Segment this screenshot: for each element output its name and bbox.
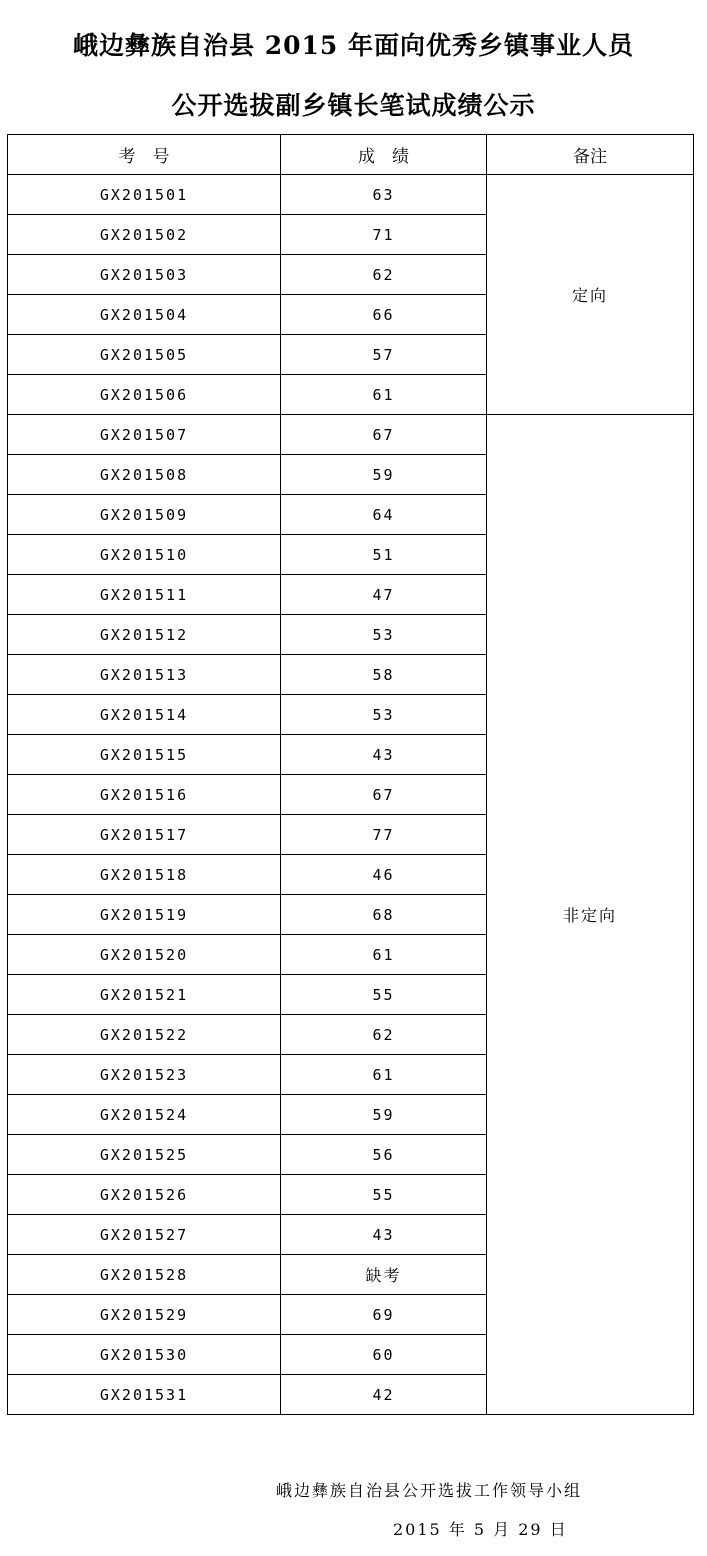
score-table	[7, 134, 694, 1415]
score-cell: 67	[281, 775, 487, 815]
exam-number-cell: GX201512	[8, 615, 281, 655]
exam-number-cell: GX201528	[8, 1255, 281, 1295]
exam-number-cell: GX201511	[8, 575, 281, 615]
document-title-line2: 公开选拔副乡镇长笔试成绩公示	[171, 91, 536, 120]
exam-number-cell: GX201522	[8, 1015, 281, 1055]
exam-number-cell: GX201531	[8, 1375, 281, 1415]
table-row	[8, 415, 694, 455]
exam-number-cell: GX201524	[8, 1095, 281, 1135]
score-cell: 58	[281, 655, 487, 695]
exam-number-cell: GX201510	[8, 535, 281, 575]
score-cell: 71	[281, 215, 487, 255]
score-cell: 55	[281, 975, 487, 1015]
score-cell: 43	[281, 735, 487, 775]
header-exam-number: 考 号	[8, 135, 281, 175]
score-cell: 61	[281, 935, 487, 975]
exam-number-cell: GX201525	[8, 1135, 281, 1175]
exam-number-cell: GX201527	[8, 1215, 281, 1255]
score-cell: 62	[281, 255, 487, 295]
exam-number-cell: GX201507	[8, 415, 281, 455]
score-cell: 61	[281, 375, 487, 415]
score-cell: 68	[281, 895, 487, 935]
score-cell: 43	[281, 1215, 487, 1255]
score-cell: 53	[281, 695, 487, 735]
score-cell: 63	[281, 175, 487, 215]
exam-number-cell: GX201514	[8, 695, 281, 735]
score-cell: 77	[281, 815, 487, 855]
exam-number-cell: GX201516	[8, 775, 281, 815]
exam-number-cell: GX201519	[8, 895, 281, 935]
exam-number-cell: GX201515	[8, 735, 281, 775]
exam-number-cell: GX201518	[8, 855, 281, 895]
exam-number-cell: GX201530	[8, 1335, 281, 1375]
score-cell: 60	[281, 1335, 487, 1375]
score-cell: 57	[281, 335, 487, 375]
exam-number-cell: GX201529	[8, 1295, 281, 1335]
document-title-line1: 峨边彝族自治县 2015 年面向优秀乡镇事业人员	[73, 31, 634, 60]
exam-number-cell: GX201521	[8, 975, 281, 1015]
exam-number-cell: GX201526	[8, 1175, 281, 1215]
footer-date: 2015 年 5 月 29 日	[393, 1520, 568, 1539]
score-cell: 64	[281, 495, 487, 535]
exam-number-cell: GX201501	[8, 175, 281, 215]
exam-number-cell: GX201520	[8, 935, 281, 975]
exam-number-cell: GX201509	[8, 495, 281, 535]
score-cell: 55	[281, 1175, 487, 1215]
score-cell: 62	[281, 1015, 487, 1055]
score-cell: 67	[281, 415, 487, 455]
exam-number-cell: GX201513	[8, 655, 281, 695]
header-remark: 备注	[487, 135, 694, 175]
score-cell: 46	[281, 855, 487, 895]
exam-number-cell: GX201506	[8, 375, 281, 415]
score-cell: 42	[281, 1375, 487, 1415]
exam-number-cell: GX201508	[8, 455, 281, 495]
footer-organization: 峨边彝族自治县公开选拔工作领导小组	[276, 1481, 583, 1500]
remark-cell: 非定向	[487, 415, 694, 1415]
exam-number-cell: GX201503	[8, 255, 281, 295]
score-cell: 47	[281, 575, 487, 615]
exam-number-cell: GX201517	[8, 815, 281, 855]
exam-number-cell: GX201502	[8, 215, 281, 255]
remark-cell: 定向	[487, 175, 694, 415]
score-cell: 61	[281, 1055, 487, 1095]
header-score: 成 绩	[281, 135, 487, 175]
table-header-row	[8, 135, 694, 175]
exam-number-cell: GX201505	[8, 335, 281, 375]
score-cell: 53	[281, 615, 487, 655]
exam-number-cell: GX201523	[8, 1055, 281, 1095]
score-cell: 59	[281, 455, 487, 495]
score-cell: 缺考	[281, 1255, 487, 1295]
score-cell: 59	[281, 1095, 487, 1135]
exam-number-cell: GX201504	[8, 295, 281, 335]
score-cell: 69	[281, 1295, 487, 1335]
score-cell: 56	[281, 1135, 487, 1175]
score-cell: 51	[281, 535, 487, 575]
table-row	[8, 175, 694, 215]
score-cell: 66	[281, 295, 487, 335]
